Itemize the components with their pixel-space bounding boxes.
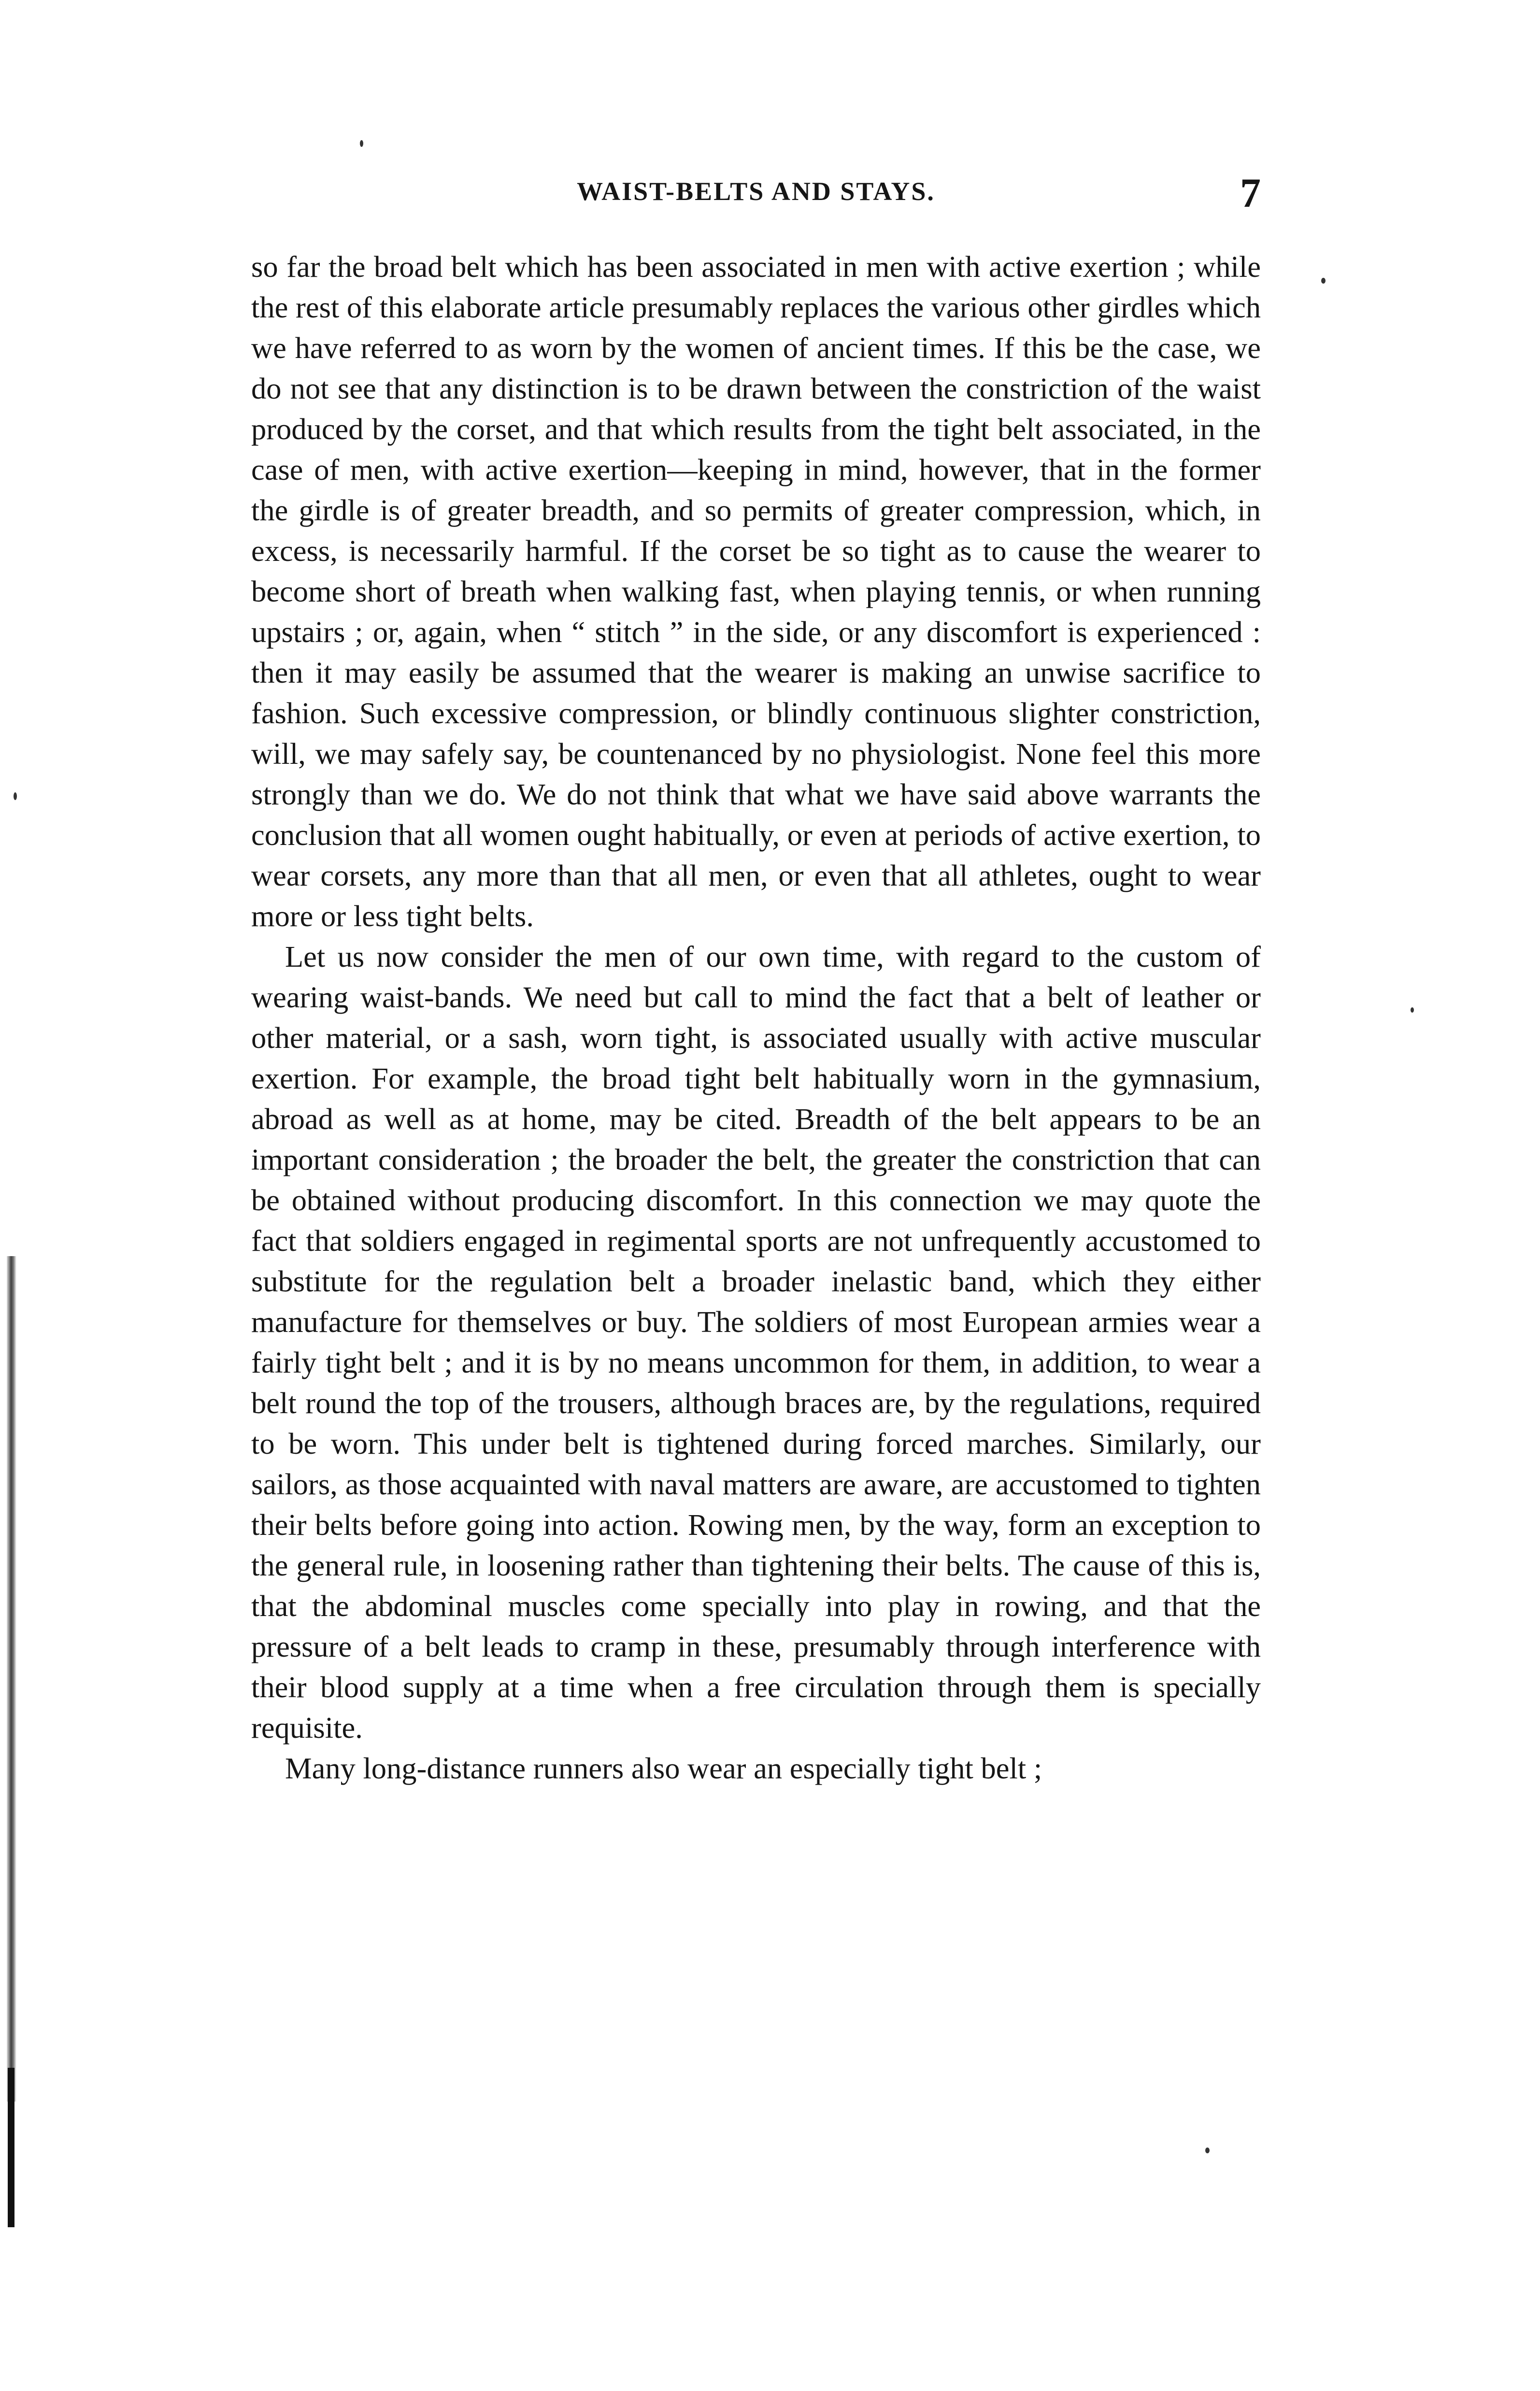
binding-shadow-dark: [8, 2068, 14, 2227]
binding-shadow: [7, 1256, 16, 2102]
scan-speck: [1321, 278, 1326, 284]
running-head: [251, 172, 1261, 215]
paragraph: Many long-distance runners also wear an especially tight belt ;: [285, 1751, 1042, 1785]
running-title: WAIST-BELTS AND STAYS.: [577, 177, 935, 206]
scan-speck: [1411, 1007, 1414, 1013]
paragraph: Let us now consider the men of our own time, with regard to the custom of wearing waist-bands. We need but call to mind the fact that a belt of leather or other material, or a sash, worn tight, is associated usually with active muscular exertion. For example, the broad tight belt habitually worn in the gymnasium, abroad as well as at home, may be cited. Breadth of the belt appears to be an important consideration ; the broader the belt, the greater the constriction that can be obtained without producing discomfort. In this connection we may quote the fact that soldiers engaged in regimental sports are not unfrequently accustomed to substitute for the regulation belt a broader inelastic band, which they either manufacture for themselves or buy. The soldiers of most European armies wear a fairly tight belt ; and it is by no means uncommon for them, in addition, to wear a belt round the top of the trousers, although braces are, by the regulations, required to be worn. This under belt is tightened during forced marches. Similarly, our sailors, as those acquainted with naval matters are aware, are accustomed to tighten their belts before going into action. Rowing men, by the way, form an exception to the general rule, in loosening rather than tightening their belts. The cause of this is, that the abdominal muscles come specially into play in rowing, and that the pressure of a belt leads to cramp in these, presumably through interference with their blood supply at a time when a free circulation through them is specially requisite.: [251, 940, 1261, 1745]
body-text: [251, 246, 1261, 1789]
page-number: 7: [1240, 170, 1261, 216]
scan-speck: [14, 792, 17, 800]
paragraph: so far the broad belt which has been associated in men with active exertion ; while the rest of this elaborate article presumably replaces the various other girdles which we have referred to as worn by the women of ancient times. If this be the case, we do not see that any distinction is to be drawn between the constriction of the waist produced by the corset, and that which results from the tight belt associated, in the case of men, with active exertion—keeping in mind, however, that in the former the girdle is of greater breadth, and so permits of greater compression, which, in excess, is necessarily harmful. If the corset be so tight as to cause the wearer to become short of breath when walking fast, when playing tennis, or when running upstairs ; or, again, when “ stitch ” in the side, or any discomfort is experienced : then it may easily be assumed that the wearer is making an unwise sacrifice to fashion. Such excessive compression, or blindly continuous slighter constriction, will, we may safely say, be countenanced by no physiologist. None feel this more strongly than we do. We do not think that what we have said above warrants the conclusion that all women ought habitually, or even at periods of active exertion, to wear corsets, any more than that all men, or even that all athletes, ought to wear more or less tight belts.: [251, 250, 1261, 933]
scan-speck: [1205, 2148, 1210, 2153]
scan-speck: [360, 140, 363, 147]
